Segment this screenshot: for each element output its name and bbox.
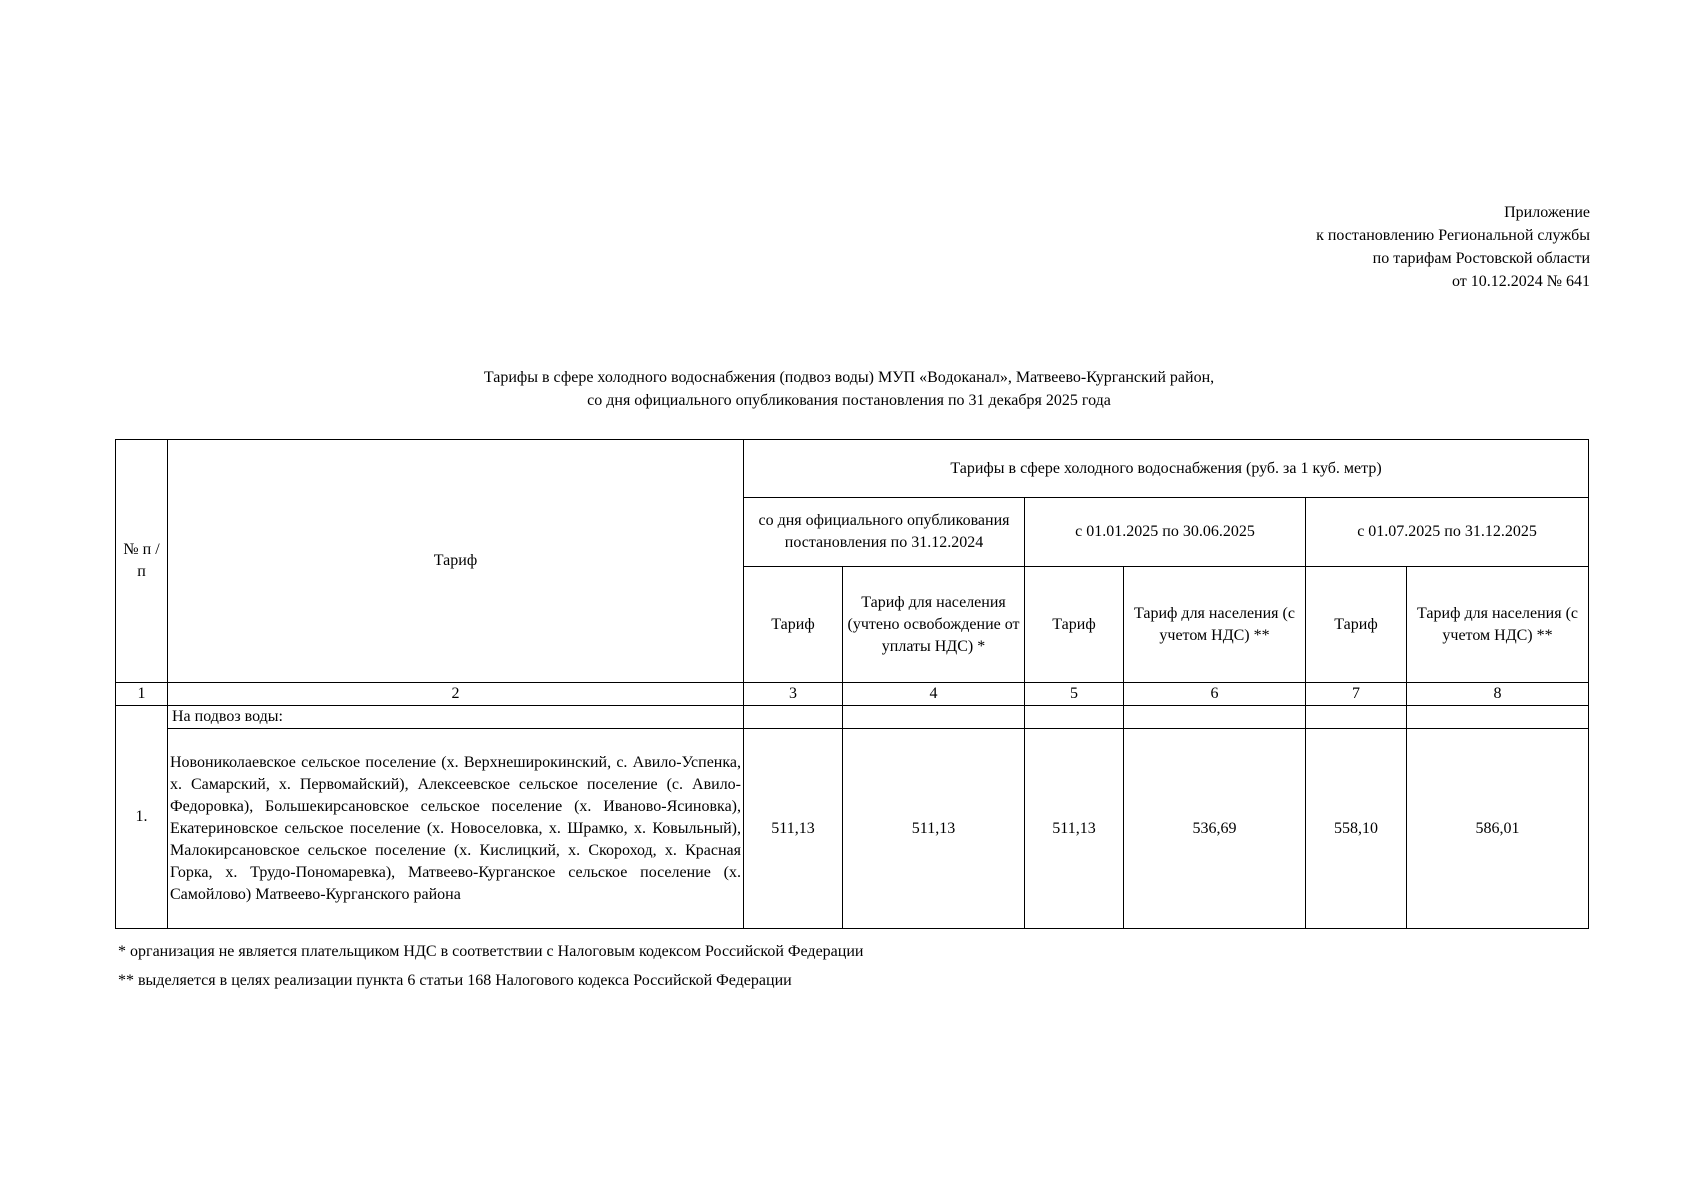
value-cell: 558,10 (1306, 729, 1407, 929)
header-sub-4: Тариф для населения (с учетом НДС) ** (1124, 567, 1306, 683)
value-cell: 511,13 (843, 729, 1025, 929)
footnote-1: * организация не является плательщиком НДС в соответствии с Налоговым кодексом Российской Федерации (118, 943, 864, 960)
appendix-line-1: Приложение (1504, 204, 1590, 221)
value-cell: 536,69 (1124, 729, 1306, 929)
col-number-1: 1 (116, 683, 168, 706)
row-number: 1. (116, 706, 168, 929)
header-tariff: Тариф (168, 440, 744, 683)
header-sub-3: Тариф (1025, 567, 1124, 683)
value-cell: 586,01 (1407, 729, 1589, 929)
appendix-line-2: к постановлению Региональной службы (1316, 227, 1590, 244)
header-num: № п /п (116, 440, 168, 683)
header-period-2: с 01.01.2025 по 30.06.2025 (1025, 498, 1306, 567)
header-period-3: с 01.07.2025 по 31.12.2025 (1306, 498, 1589, 567)
section-empty-cell (744, 706, 843, 729)
column-number-row (116, 683, 1589, 706)
col-number-7: 7 (1306, 683, 1407, 706)
section-row (116, 706, 1589, 729)
section-empty-cell (1124, 706, 1306, 729)
tariff-table (115, 439, 1589, 929)
value-cell: 511,13 (744, 729, 843, 929)
col-number-4: 4 (843, 683, 1025, 706)
header-period-1: со дня официального опубликования постановления по 31.12.2024 (744, 498, 1025, 567)
header-row-1 (116, 440, 1589, 498)
col-number-6: 6 (1124, 683, 1306, 706)
row-description: Новониколаевское сельское поселение (х. Верхнеширокинский, с. Авило-Успенка, х. Самарский, х. Первомайский), Алексеевское сельское поселение (с. Авило-Федоровка), Большекирсановское сельское поселение (х. Иваново-Ясиновка), Екатериновское сельское поселение (х. Новоселовка, х. Шрамко, х. Ковыльный), Малокирсановское сельское поселение (х. Кислицкий, х. Скороход, х. Красная Горка, х. Трудо-Пономаревка), Матвеево-Курганское сельское поселение (х. Самойлово) Матвеево-Курганского района (168, 729, 744, 929)
footnotes (118, 937, 863, 995)
title-line-1: Тарифы в сфере холодного водоснабжения (подвоз воды) МУП «Водоканал», Матвеево-Курганский район, (483, 369, 1215, 386)
header-sub-5: Тариф (1306, 567, 1407, 683)
appendix-line-4: от 10.12.2024 № 641 (1451, 273, 1590, 290)
col-number-3: 3 (744, 683, 843, 706)
header-sub-2: Тариф для населения (учтено освобождение от уплаты НДС) * (843, 567, 1025, 683)
section-empty-cell (1025, 706, 1124, 729)
header-group: Тарифы в сфере холодного водоснабжения (руб. за 1 куб. метр) (744, 440, 1589, 498)
col-number-5: 5 (1025, 683, 1124, 706)
section-empty-cell (1306, 706, 1407, 729)
appendix-block (1316, 201, 1590, 293)
data-row (116, 729, 1589, 929)
col-number-8: 8 (1407, 683, 1589, 706)
col-number-2: 2 (168, 683, 744, 706)
footnote-2: ** выделяется в целях реализации пункта 6 статьи 168 Налогового кодекса Российской Федерации (118, 972, 792, 989)
document-title (0, 366, 1698, 412)
section-label: На подвоз воды: (168, 706, 744, 729)
header-sub-1: Тариф (744, 567, 843, 683)
appendix-line-3: по тарифам Ростовской области (1372, 250, 1590, 267)
title-line-2: со дня официального опубликования постановления по 31 декабря 2025 года (587, 392, 1111, 409)
section-empty-cell (843, 706, 1025, 729)
section-empty-cell (1407, 706, 1589, 729)
value-cell: 511,13 (1025, 729, 1124, 929)
header-sub-6: Тариф для населения (с учетом НДС) ** (1407, 567, 1589, 683)
